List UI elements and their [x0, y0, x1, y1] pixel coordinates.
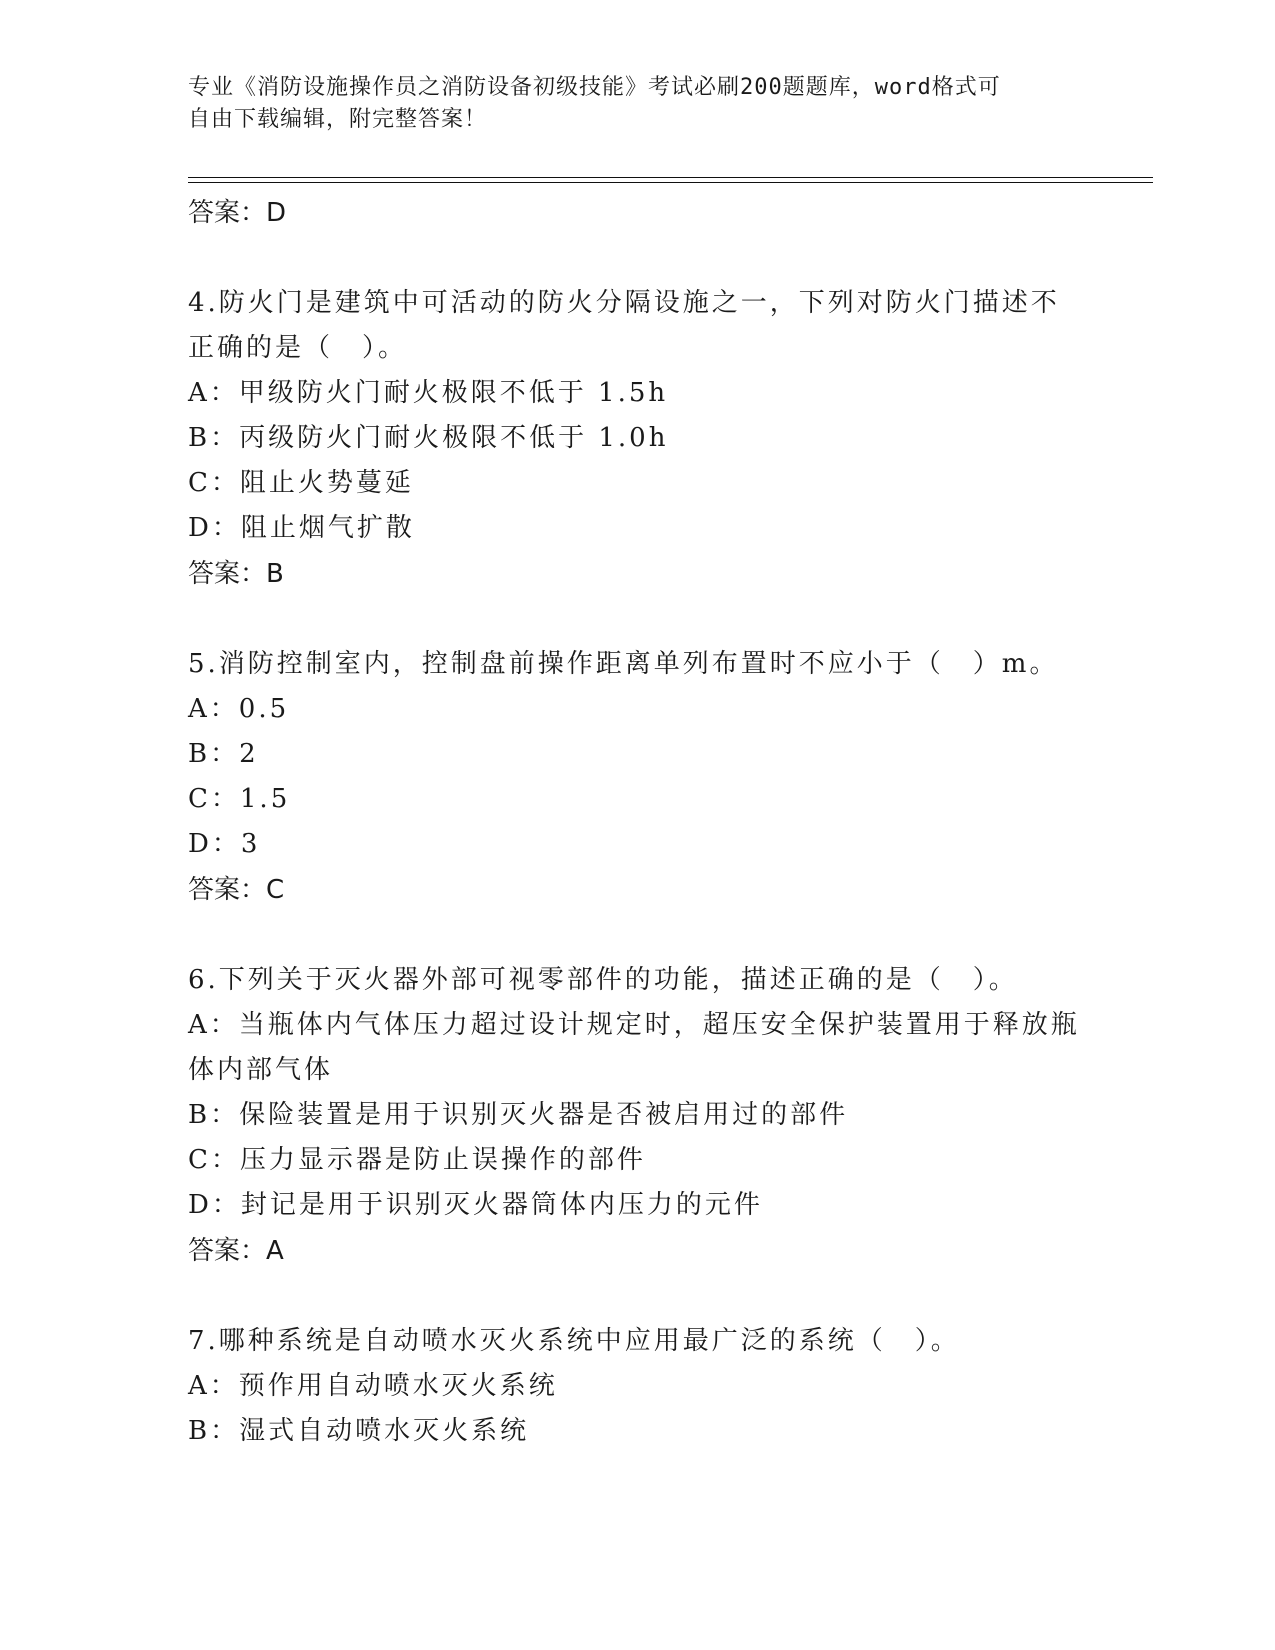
option-b: B：保险装置是用于识别灭火器是否被启用过的部件 — [188, 1100, 849, 1130]
answer-key: 答案：C — [188, 875, 285, 905]
question-list — [188, 190, 1088, 1454]
option-c: C：阻止火势蔓延 — [188, 468, 414, 498]
option-a: A：甲级防火门耐火极限不低于 1.5h — [188, 378, 669, 408]
option-c: C：1.5 — [188, 784, 291, 814]
option-c: C：压力显示器是防止误操作的部件 — [188, 1145, 646, 1175]
option-b: B：湿式自动喷水灭火系统 — [188, 1416, 530, 1446]
answer-key: 答案：A — [188, 1236, 284, 1266]
question-6 — [188, 958, 1088, 1274]
header-divider-bottom — [188, 182, 1153, 183]
header-line-2: 自由下载编辑，附完整答案！ — [188, 107, 488, 132]
question-stem: 4.防火门是建筑中可活动的防火分隔设施之一，下列对防火门描述不 — [188, 288, 1060, 318]
answer-key: 答案：B — [188, 559, 284, 589]
header-divider-top — [188, 177, 1153, 178]
option-b: B：2 — [188, 739, 259, 769]
option-d: D：3 — [188, 829, 261, 859]
question-stem: 6.下列关于灭火器外部可视零部件的功能，描述正确的是（ ）。 — [188, 965, 1018, 995]
document-header — [188, 72, 1088, 136]
question-4 — [188, 281, 1088, 597]
option-d: D：封记是用于识别灭火器筒体内压力的元件 — [188, 1190, 763, 1220]
previous-answer: 答案：D — [188, 198, 287, 228]
header-line-1: 专业《消防设施操作员之消防设备初级技能》考试必刷200题题库，word格式可 — [188, 75, 1001, 100]
question-7 — [188, 1319, 1088, 1454]
question-stem: 5.消防控制室内，控制盘前操作距离单列布置时不应小于（ ）m。 — [188, 649, 1059, 679]
option-a: A：0.5 — [188, 694, 290, 724]
option-a-continued: 体内部气体 — [188, 1055, 334, 1085]
option-b: B：丙级防火门耐火极限不低于 1.0h — [188, 423, 669, 453]
option-d: D：阻止烟气扩散 — [188, 513, 415, 543]
question-5 — [188, 642, 1088, 913]
option-a: A：预作用自动喷水灭火系统 — [188, 1371, 558, 1401]
option-a: A：当瓶体内气体压力超过设计规定时，超压安全保护装置用于释放瓶 — [188, 1010, 1080, 1040]
question-stem-continued: 正确的是（ ）。 — [188, 333, 408, 363]
question-stem: 7.哪种系统是自动喷水灭火系统中应用最广泛的系统（ ）。 — [188, 1326, 960, 1356]
